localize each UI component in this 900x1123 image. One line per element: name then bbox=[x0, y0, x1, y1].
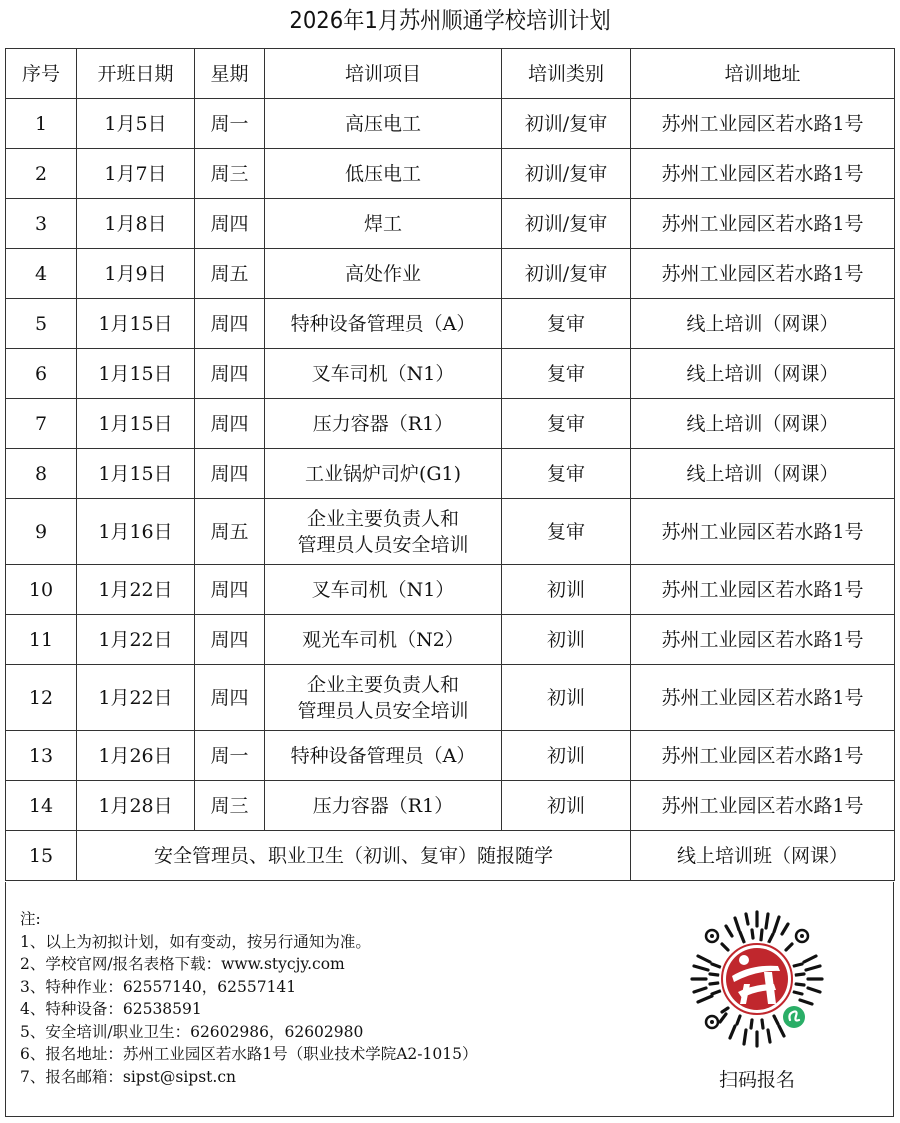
notes-list bbox=[20, 908, 477, 1088]
table-row bbox=[6, 499, 895, 565]
cell-weekday: 周一 bbox=[195, 99, 265, 149]
header-date: 开班日期 bbox=[77, 49, 195, 99]
notes-section bbox=[5, 882, 894, 1117]
cell-weekday: 周四 bbox=[195, 615, 265, 665]
cell-date: 1月28日 bbox=[77, 781, 195, 831]
table-row bbox=[6, 149, 895, 199]
cell-address: 苏州工业园区若水路1号 bbox=[631, 615, 895, 665]
cell-weekday: 周一 bbox=[195, 731, 265, 781]
cell-date: 1月15日 bbox=[77, 449, 195, 499]
cell-weekday: 周五 bbox=[195, 499, 265, 565]
cell-category: 初训/复审 bbox=[502, 99, 631, 149]
cell-weekday: 周三 bbox=[195, 781, 265, 831]
cell-address: 苏州工业园区若水路1号 bbox=[631, 249, 895, 299]
cell-address: 苏州工业园区若水路1号 bbox=[631, 781, 895, 831]
header-address: 培训地址 bbox=[631, 49, 895, 99]
cell-project: 高处作业 bbox=[265, 249, 502, 299]
cell-weekday: 周四 bbox=[195, 349, 265, 399]
cell-project: 焊工 bbox=[265, 199, 502, 249]
cell-project: 高压电工 bbox=[265, 99, 502, 149]
note-item: 6、报名地址：苏州工业园区若水路1号（职业技术学院A2-1015） bbox=[20, 1045, 478, 1063]
cell-no: 2 bbox=[6, 149, 77, 199]
cell-address: 苏州工业园区若水路1号 bbox=[631, 731, 895, 781]
wechat-mini-program-code-icon[interactable] bbox=[682, 904, 832, 1054]
cell-category: 初训/复审 bbox=[502, 149, 631, 199]
cell-project bbox=[265, 499, 502, 565]
cell-category: 初训 bbox=[502, 781, 631, 831]
cell-weekday: 周四 bbox=[195, 199, 265, 249]
cell-date: 1月22日 bbox=[77, 565, 195, 615]
table-row bbox=[6, 399, 895, 449]
cell-project: 特种设备管理员（A） bbox=[265, 299, 502, 349]
table-row bbox=[6, 665, 895, 731]
cell-weekday: 周四 bbox=[195, 449, 265, 499]
cell-category: 初训 bbox=[502, 665, 631, 731]
table-row bbox=[6, 449, 895, 499]
cell-address: 线上培训班（网课） bbox=[631, 831, 895, 881]
project-line-2: 管理员人员安全培训 bbox=[297, 533, 469, 556]
cell-no: 12 bbox=[6, 665, 77, 731]
cell-no: 15 bbox=[6, 831, 77, 881]
note-item: 4、特种设备：62538591 bbox=[20, 1000, 202, 1018]
table-row bbox=[6, 199, 895, 249]
cell-project: 特种设备管理员（A） bbox=[265, 731, 502, 781]
table-row bbox=[6, 349, 895, 399]
cell-address: 线上培训（网课） bbox=[631, 399, 895, 449]
cell-project: 压力容器（R1） bbox=[265, 781, 502, 831]
cell-address: 苏州工业园区若水路1号 bbox=[631, 199, 895, 249]
cell-address: 苏州工业园区若水路1号 bbox=[631, 499, 895, 565]
cell-weekday: 周四 bbox=[195, 399, 265, 449]
note-item: 5、安全培训/职业卫生：62602986，62602980 bbox=[20, 1022, 364, 1041]
project-line-2: 管理员人员安全培训 bbox=[297, 699, 469, 722]
table-row bbox=[6, 781, 895, 831]
page-title: 2026年1月苏州顺通学校培训计划 bbox=[289, 8, 611, 34]
cell-project: 叉车司机（N1） bbox=[265, 565, 502, 615]
table-header-row bbox=[6, 49, 895, 99]
cell-date: 1月7日 bbox=[77, 149, 195, 199]
cell-address: 苏州工业园区若水路1号 bbox=[631, 99, 895, 149]
cell-no: 8 bbox=[6, 449, 77, 499]
cell-date: 1月16日 bbox=[77, 499, 195, 565]
note-item: 2、学校官网/报名表格下载：www.stycjy.com bbox=[20, 955, 345, 973]
cell-weekday: 周五 bbox=[195, 249, 265, 299]
cell-date: 1月15日 bbox=[77, 349, 195, 399]
cell-date: 1月22日 bbox=[77, 665, 195, 731]
cell-no: 6 bbox=[6, 349, 77, 399]
cell-no: 4 bbox=[6, 249, 77, 299]
cell-weekday: 周三 bbox=[195, 149, 265, 199]
note-item: 1、以上为初拟计划，如有变动，按另行通知为准。 bbox=[20, 932, 371, 951]
cell-address: 线上培训（网课） bbox=[631, 299, 895, 349]
cell-address: 线上培训（网课） bbox=[631, 349, 895, 399]
cell-project: 压力容器（R1） bbox=[265, 399, 502, 449]
cell-merged-description: 安全管理员、职业卫生（初训、复审）随报随学 bbox=[77, 831, 631, 881]
cell-category: 复审 bbox=[502, 349, 631, 399]
cell-weekday: 周四 bbox=[195, 565, 265, 615]
cell-address: 苏州工业园区若水路1号 bbox=[631, 149, 895, 199]
notes-heading: 注: bbox=[20, 910, 41, 928]
table-row bbox=[6, 831, 895, 881]
cell-no: 10 bbox=[6, 565, 77, 615]
cell-category: 初训/复审 bbox=[502, 199, 631, 249]
table-row bbox=[6, 249, 895, 299]
scan-to-register-label: 扫码报名 bbox=[718, 1069, 795, 1091]
cell-date: 1月8日 bbox=[77, 199, 195, 249]
cell-address: 苏州工业园区若水路1号 bbox=[631, 665, 895, 731]
cell-category: 初训 bbox=[502, 731, 631, 781]
cell-date: 1月9日 bbox=[77, 249, 195, 299]
note-item: 3、特种作业：62557140，62557141 bbox=[20, 977, 297, 996]
cell-address: 苏州工业园区若水路1号 bbox=[631, 565, 895, 615]
cell-category: 复审 bbox=[502, 399, 631, 449]
cell-category: 复审 bbox=[502, 449, 631, 499]
cell-date: 1月15日 bbox=[77, 399, 195, 449]
cell-category: 初训/复审 bbox=[502, 249, 631, 299]
cell-category: 初训 bbox=[502, 565, 631, 615]
cell-date: 1月22日 bbox=[77, 615, 195, 665]
cell-no: 1 bbox=[6, 99, 77, 149]
cell-project: 工业锅炉司炉(G1) bbox=[265, 449, 502, 499]
cell-project: 观光车司机（N2） bbox=[265, 615, 502, 665]
project-line-1: 企业主要负责人和 bbox=[306, 507, 459, 530]
note-item: 7、报名邮箱：sipst@sipst.cn bbox=[20, 1067, 236, 1086]
cell-no: 7 bbox=[6, 399, 77, 449]
header-category: 培训类别 bbox=[502, 49, 631, 99]
cell-weekday: 周四 bbox=[195, 665, 265, 731]
training-schedule-table bbox=[5, 48, 895, 881]
header-project: 培训项目 bbox=[265, 49, 502, 99]
header-no: 序号 bbox=[6, 49, 77, 99]
cell-project: 叉车司机（N1） bbox=[265, 349, 502, 399]
project-line-1: 企业主要负责人和 bbox=[306, 673, 459, 696]
cell-date: 1月26日 bbox=[77, 731, 195, 781]
cell-no: 11 bbox=[6, 615, 77, 665]
cell-no: 3 bbox=[6, 199, 77, 249]
table-row bbox=[6, 299, 895, 349]
cell-category: 复审 bbox=[502, 299, 631, 349]
cell-weekday: 周四 bbox=[195, 299, 265, 349]
cell-no: 5 bbox=[6, 299, 77, 349]
table-row bbox=[6, 615, 895, 665]
cell-category: 复审 bbox=[502, 499, 631, 565]
cell-no: 13 bbox=[6, 731, 77, 781]
table-row bbox=[6, 99, 895, 149]
cell-project: 低压电工 bbox=[265, 149, 502, 199]
cell-date: 1月5日 bbox=[77, 99, 195, 149]
cell-no: 9 bbox=[6, 499, 77, 565]
table-row bbox=[6, 565, 895, 615]
table-row bbox=[6, 731, 895, 781]
cell-project bbox=[265, 665, 502, 731]
cell-category: 初训 bbox=[502, 615, 631, 665]
cell-address: 线上培训（网课） bbox=[631, 449, 895, 499]
header-weekday: 星期 bbox=[195, 49, 265, 99]
cell-date: 1月15日 bbox=[77, 299, 195, 349]
cell-no: 14 bbox=[6, 781, 77, 831]
